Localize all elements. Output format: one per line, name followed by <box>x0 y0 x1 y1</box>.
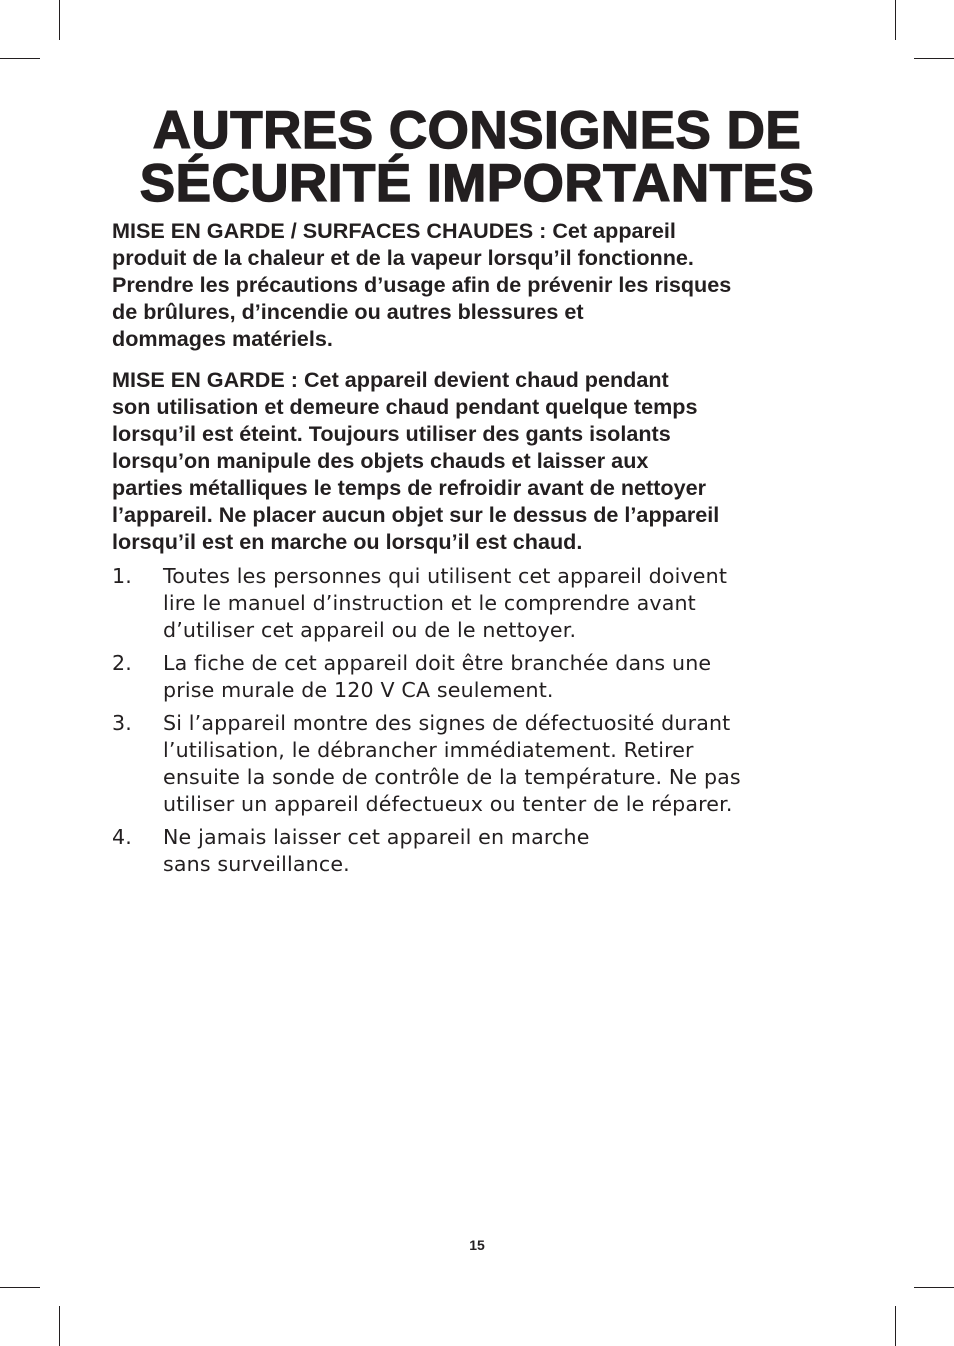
list-item-line: Ne jamais laisser cet appareil en marche <box>163 825 590 849</box>
list-item-line: d’utiliser cet appareil ou de le nettoyer. <box>163 618 577 642</box>
crop-mark-top-left-vertical <box>59 0 60 40</box>
safety-content <box>112 217 844 878</box>
crop-mark-top-left-horizontal <box>0 58 40 59</box>
list-item-line: Si l’appareil montre des signes de défectuosité durant <box>163 711 731 735</box>
list-item-number: 3. <box>112 711 132 735</box>
warning-line: produit de la chaleur et de la vapeur lorsqu’il fonctionne. <box>112 245 694 270</box>
list-item-number: 1. <box>112 564 132 588</box>
list-item <box>112 650 844 704</box>
warning-line: Prendre les précautions d’usage afin de prévenir les risques <box>112 272 732 297</box>
list-item <box>112 710 844 818</box>
warning-line: parties métalliques le temps de refroidir avant de nettoyer <box>112 475 707 500</box>
warning-line: de brûlures, d’incendie ou autres blessures et <box>112 299 584 324</box>
crop-mark-bottom-right-vertical <box>895 1306 896 1346</box>
crop-mark-bottom-left-horizontal <box>0 1287 40 1288</box>
crop-mark-bottom-left-vertical <box>59 1306 60 1346</box>
list-item <box>112 824 844 878</box>
crop-mark-bottom-right-horizontal <box>914 1287 954 1288</box>
warning-appliance-hot <box>112 366 844 555</box>
page-title-line-1: AUTRES CONSIGNES DE <box>152 101 802 160</box>
crop-mark-top-right-horizontal <box>914 58 954 59</box>
list-item-number: 2. <box>112 651 132 675</box>
warning-line: l’appareil. Ne placer aucun objet sur le dessus de l’appareil <box>112 502 720 527</box>
page-number: 15 <box>469 1237 485 1253</box>
page-title <box>100 101 854 213</box>
list-item-line: l’utilisation, le débrancher immédiatement. Retirer <box>163 738 694 762</box>
list-item-line: La fiche de cet appareil doit être branchée dans une <box>163 651 712 675</box>
warning-line: MISE EN GARDE : Cet appareil devient chaud pendant <box>112 367 669 392</box>
list-item-line: ensuite la sonde de contrôle de la température. Ne pas <box>163 765 741 789</box>
warning-line: lorsqu’on manipule des objets chauds et laisser aux <box>112 448 649 473</box>
warning-line: lorsqu’il est en marche ou lorsqu’il est chaud. <box>112 529 583 554</box>
list-item-line: lire le manuel d’instruction et le comprendre avant <box>163 591 696 615</box>
page-title-line-2: SÉCURITÉ IMPORTANTES <box>139 154 815 213</box>
warning-line: lorsqu’il est éteint. Toujours utiliser des gants isolants <box>112 421 671 446</box>
list-item <box>112 563 844 644</box>
list-item-line: utiliser un appareil défectueux ou tenter de le réparer. <box>163 792 733 816</box>
warning-hot-surfaces <box>112 217 844 352</box>
list-item-line: prise murale de 120 V CA seulement. <box>163 678 554 702</box>
list-item-line: sans surveillance. <box>163 852 350 876</box>
crop-mark-top-right-vertical <box>895 0 896 40</box>
list-item-line: Toutes les personnes qui utilisent cet appareil doivent <box>163 564 728 588</box>
warning-line: MISE EN GARDE / SURFACES CHAUDES : Cet appareil <box>112 218 676 243</box>
warning-line: dommages matériels. <box>112 326 333 351</box>
safety-instructions-list <box>112 563 844 878</box>
list-item-number: 4. <box>112 825 132 849</box>
warning-line: son utilisation et demeure chaud pendant quelque temps <box>112 394 698 419</box>
